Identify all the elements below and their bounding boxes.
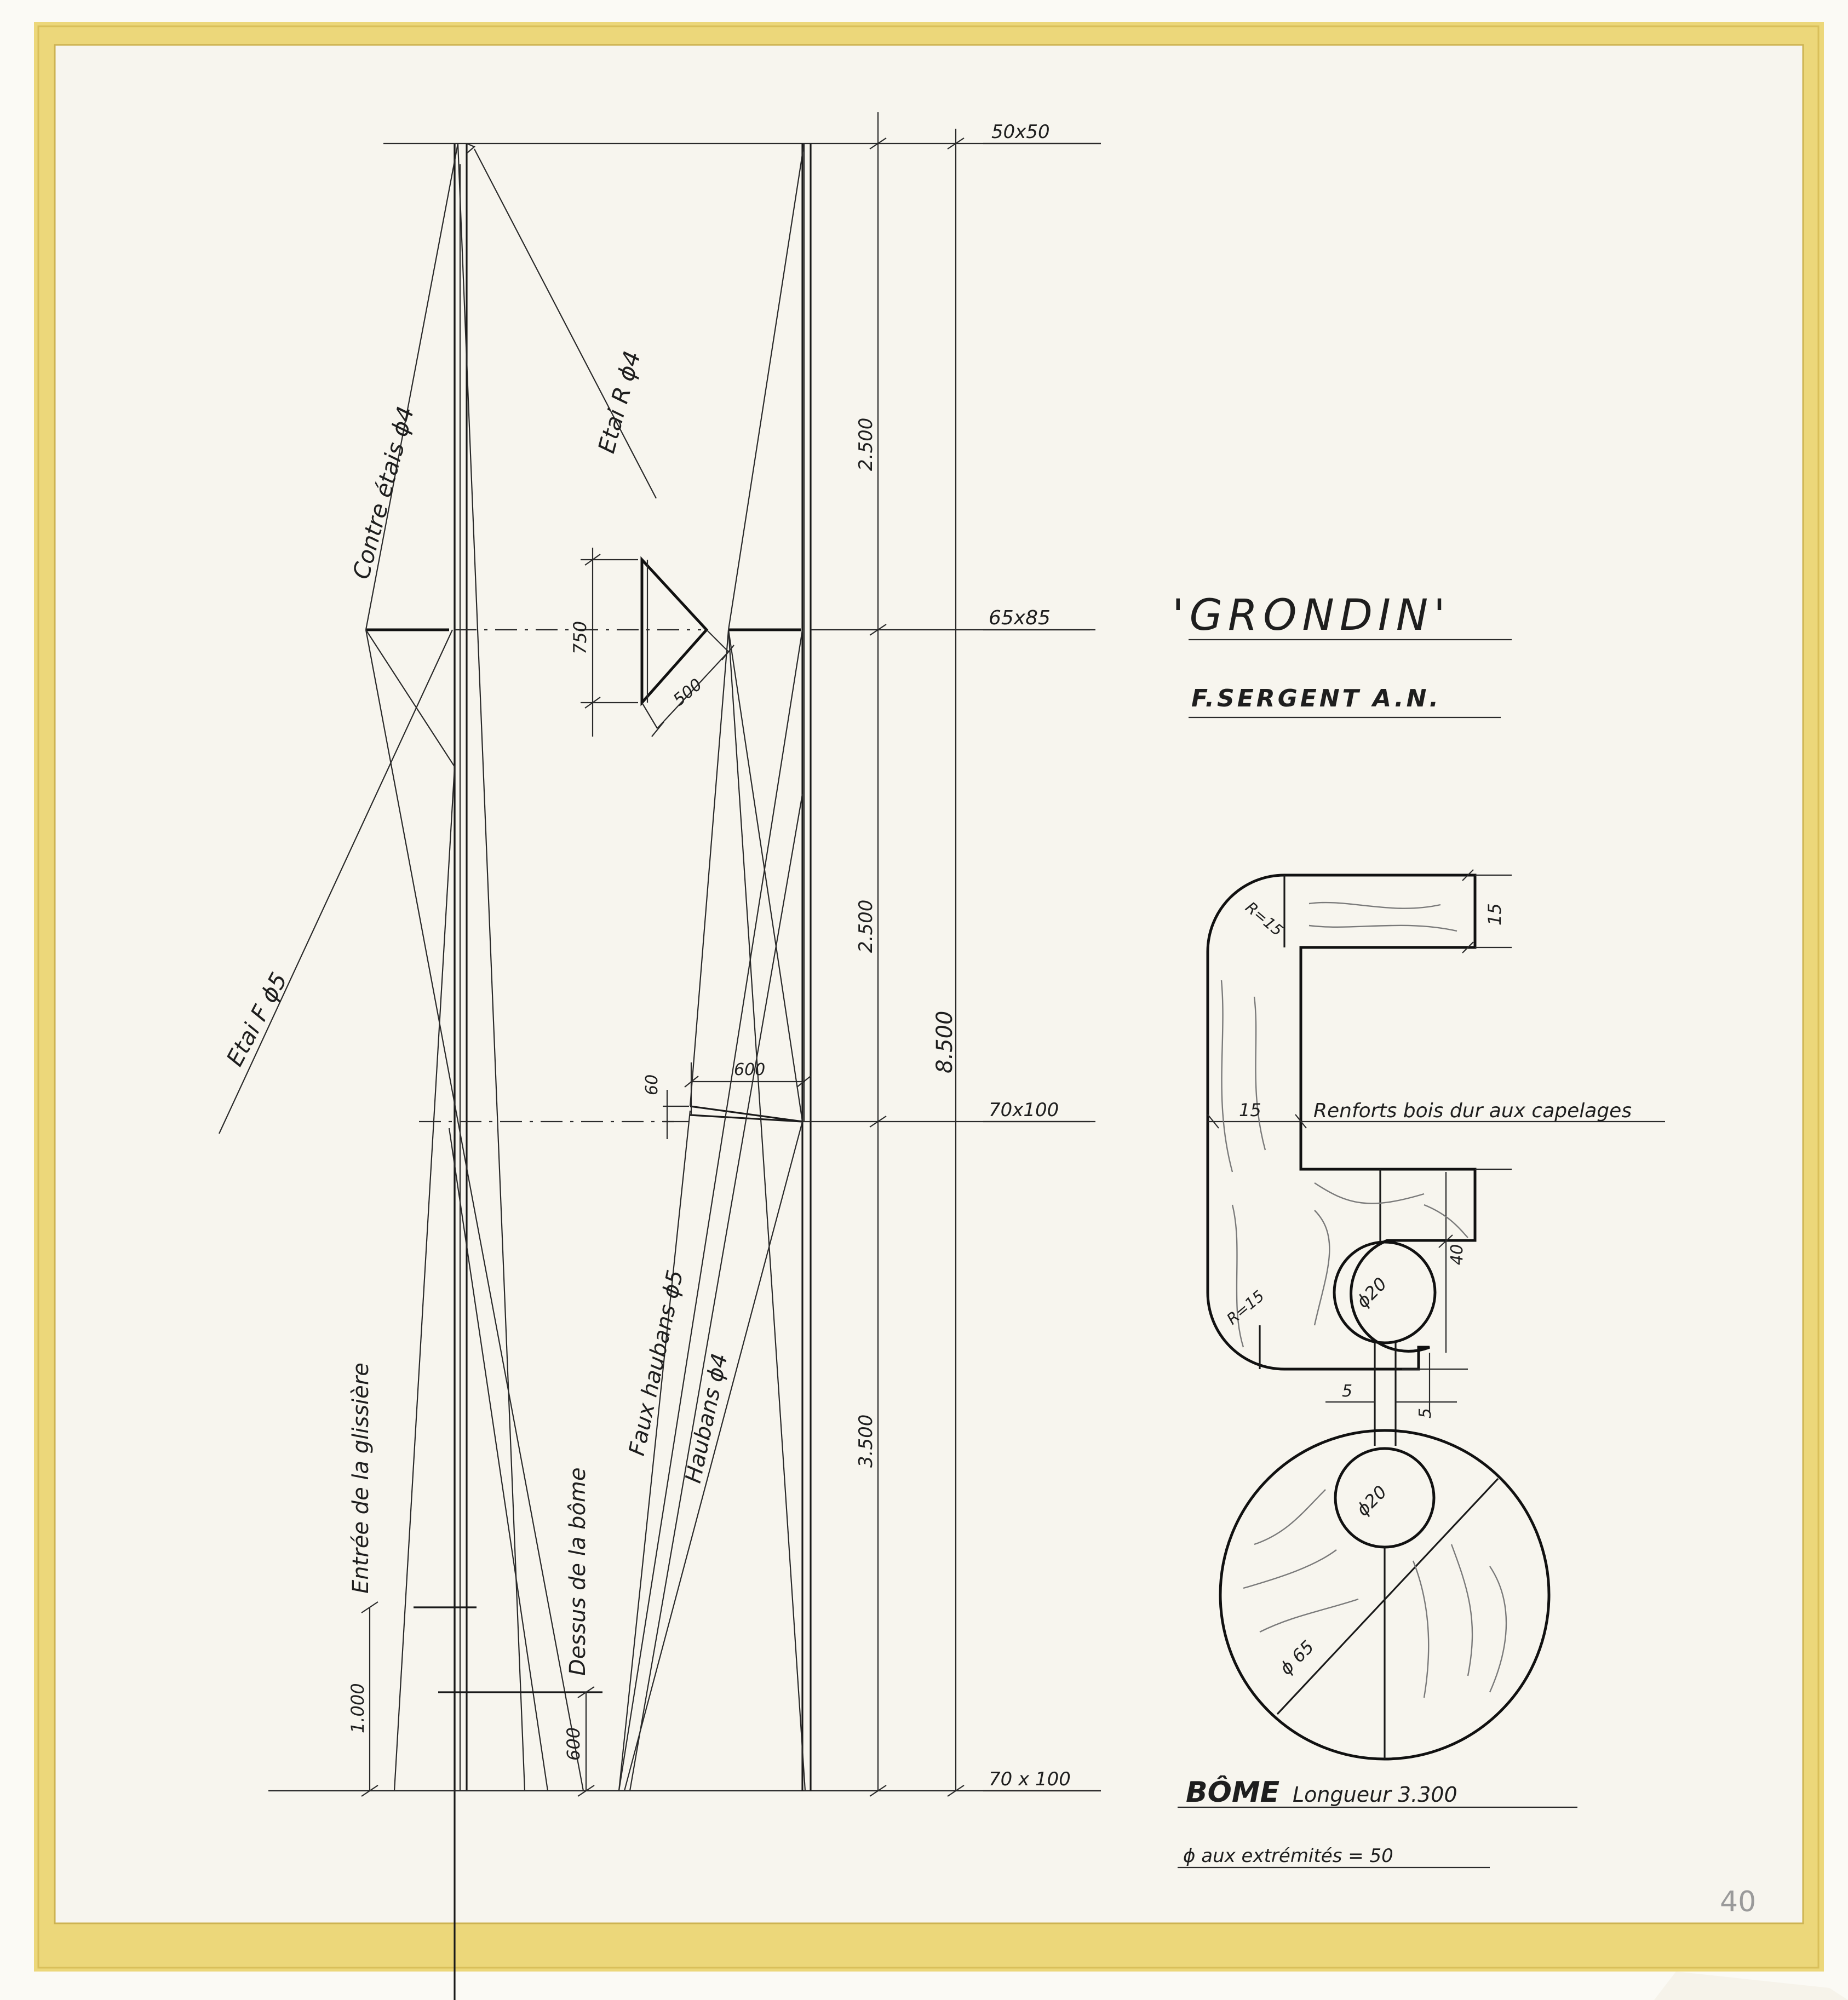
section-size-lower: 70x100 — [989, 1099, 1059, 1121]
dim-upper: 2.500 — [855, 417, 877, 471]
boom-groove: ϕ20 — [1352, 1481, 1391, 1520]
neck-width: 5 — [1342, 1382, 1353, 1401]
label-etai-r: Etai R ϕ4 — [593, 348, 646, 456]
triangle-height: 750 — [570, 620, 590, 654]
section-size-bottom: 70 x 100 — [989, 1768, 1071, 1790]
boom-title: BÔME — [1186, 1776, 1280, 1809]
dim-total: 8.500 — [932, 1010, 957, 1073]
dim-entry: 1.000 — [347, 1683, 368, 1733]
label-dessus-bome: Dessus de la bôme — [565, 1467, 590, 1676]
radius-top: R=15 — [1242, 898, 1287, 940]
title-name: 'GRONDIN' — [1172, 591, 1451, 640]
groove-diameter: ϕ20 — [1352, 1273, 1391, 1312]
neck-height: 5 — [1416, 1407, 1435, 1418]
boom-ends-note: ϕ aux extrémités = 50 — [1183, 1845, 1393, 1867]
section-size-top: 50x50 — [991, 121, 1050, 143]
boom-length: Longueur 3.300 — [1293, 1783, 1457, 1807]
section-size-spreader: 65x85 — [989, 607, 1051, 629]
flange-thickness: 15 — [1484, 903, 1505, 926]
dim-lower: 3.500 — [855, 1414, 877, 1468]
triangle-side: 500 — [669, 675, 707, 710]
slot-depth: 40 — [1448, 1244, 1467, 1265]
lower-spreader-length: 600 — [734, 1060, 766, 1079]
label-entree-glissiere: Entrée de la glissière — [348, 1363, 374, 1594]
title-designer: F.SERGENT A.N. — [1191, 685, 1442, 712]
wall-thickness: 15 — [1239, 1100, 1261, 1120]
dim-middle: 2.500 — [855, 899, 877, 953]
label-haubans: Haubans ϕ4 — [680, 1351, 733, 1486]
radius-bottom: R=15 — [1223, 1286, 1268, 1329]
lower-spreader-offset: 60 — [642, 1074, 662, 1095]
label-faux-haubans: Faux haubans ϕ5 — [624, 1267, 688, 1458]
label-contre-etais: Contre étais ϕ4 — [347, 403, 420, 582]
boom-diameter: ϕ 65 — [1275, 1636, 1318, 1679]
page-number: 40 — [1720, 1886, 1757, 1918]
dim-boom-top: 600 — [563, 1727, 584, 1761]
reinforcement-note: Renforts bois dur aux capelages — [1313, 1100, 1632, 1122]
label-etai-f: Etai F ϕ5 — [221, 968, 293, 1071]
